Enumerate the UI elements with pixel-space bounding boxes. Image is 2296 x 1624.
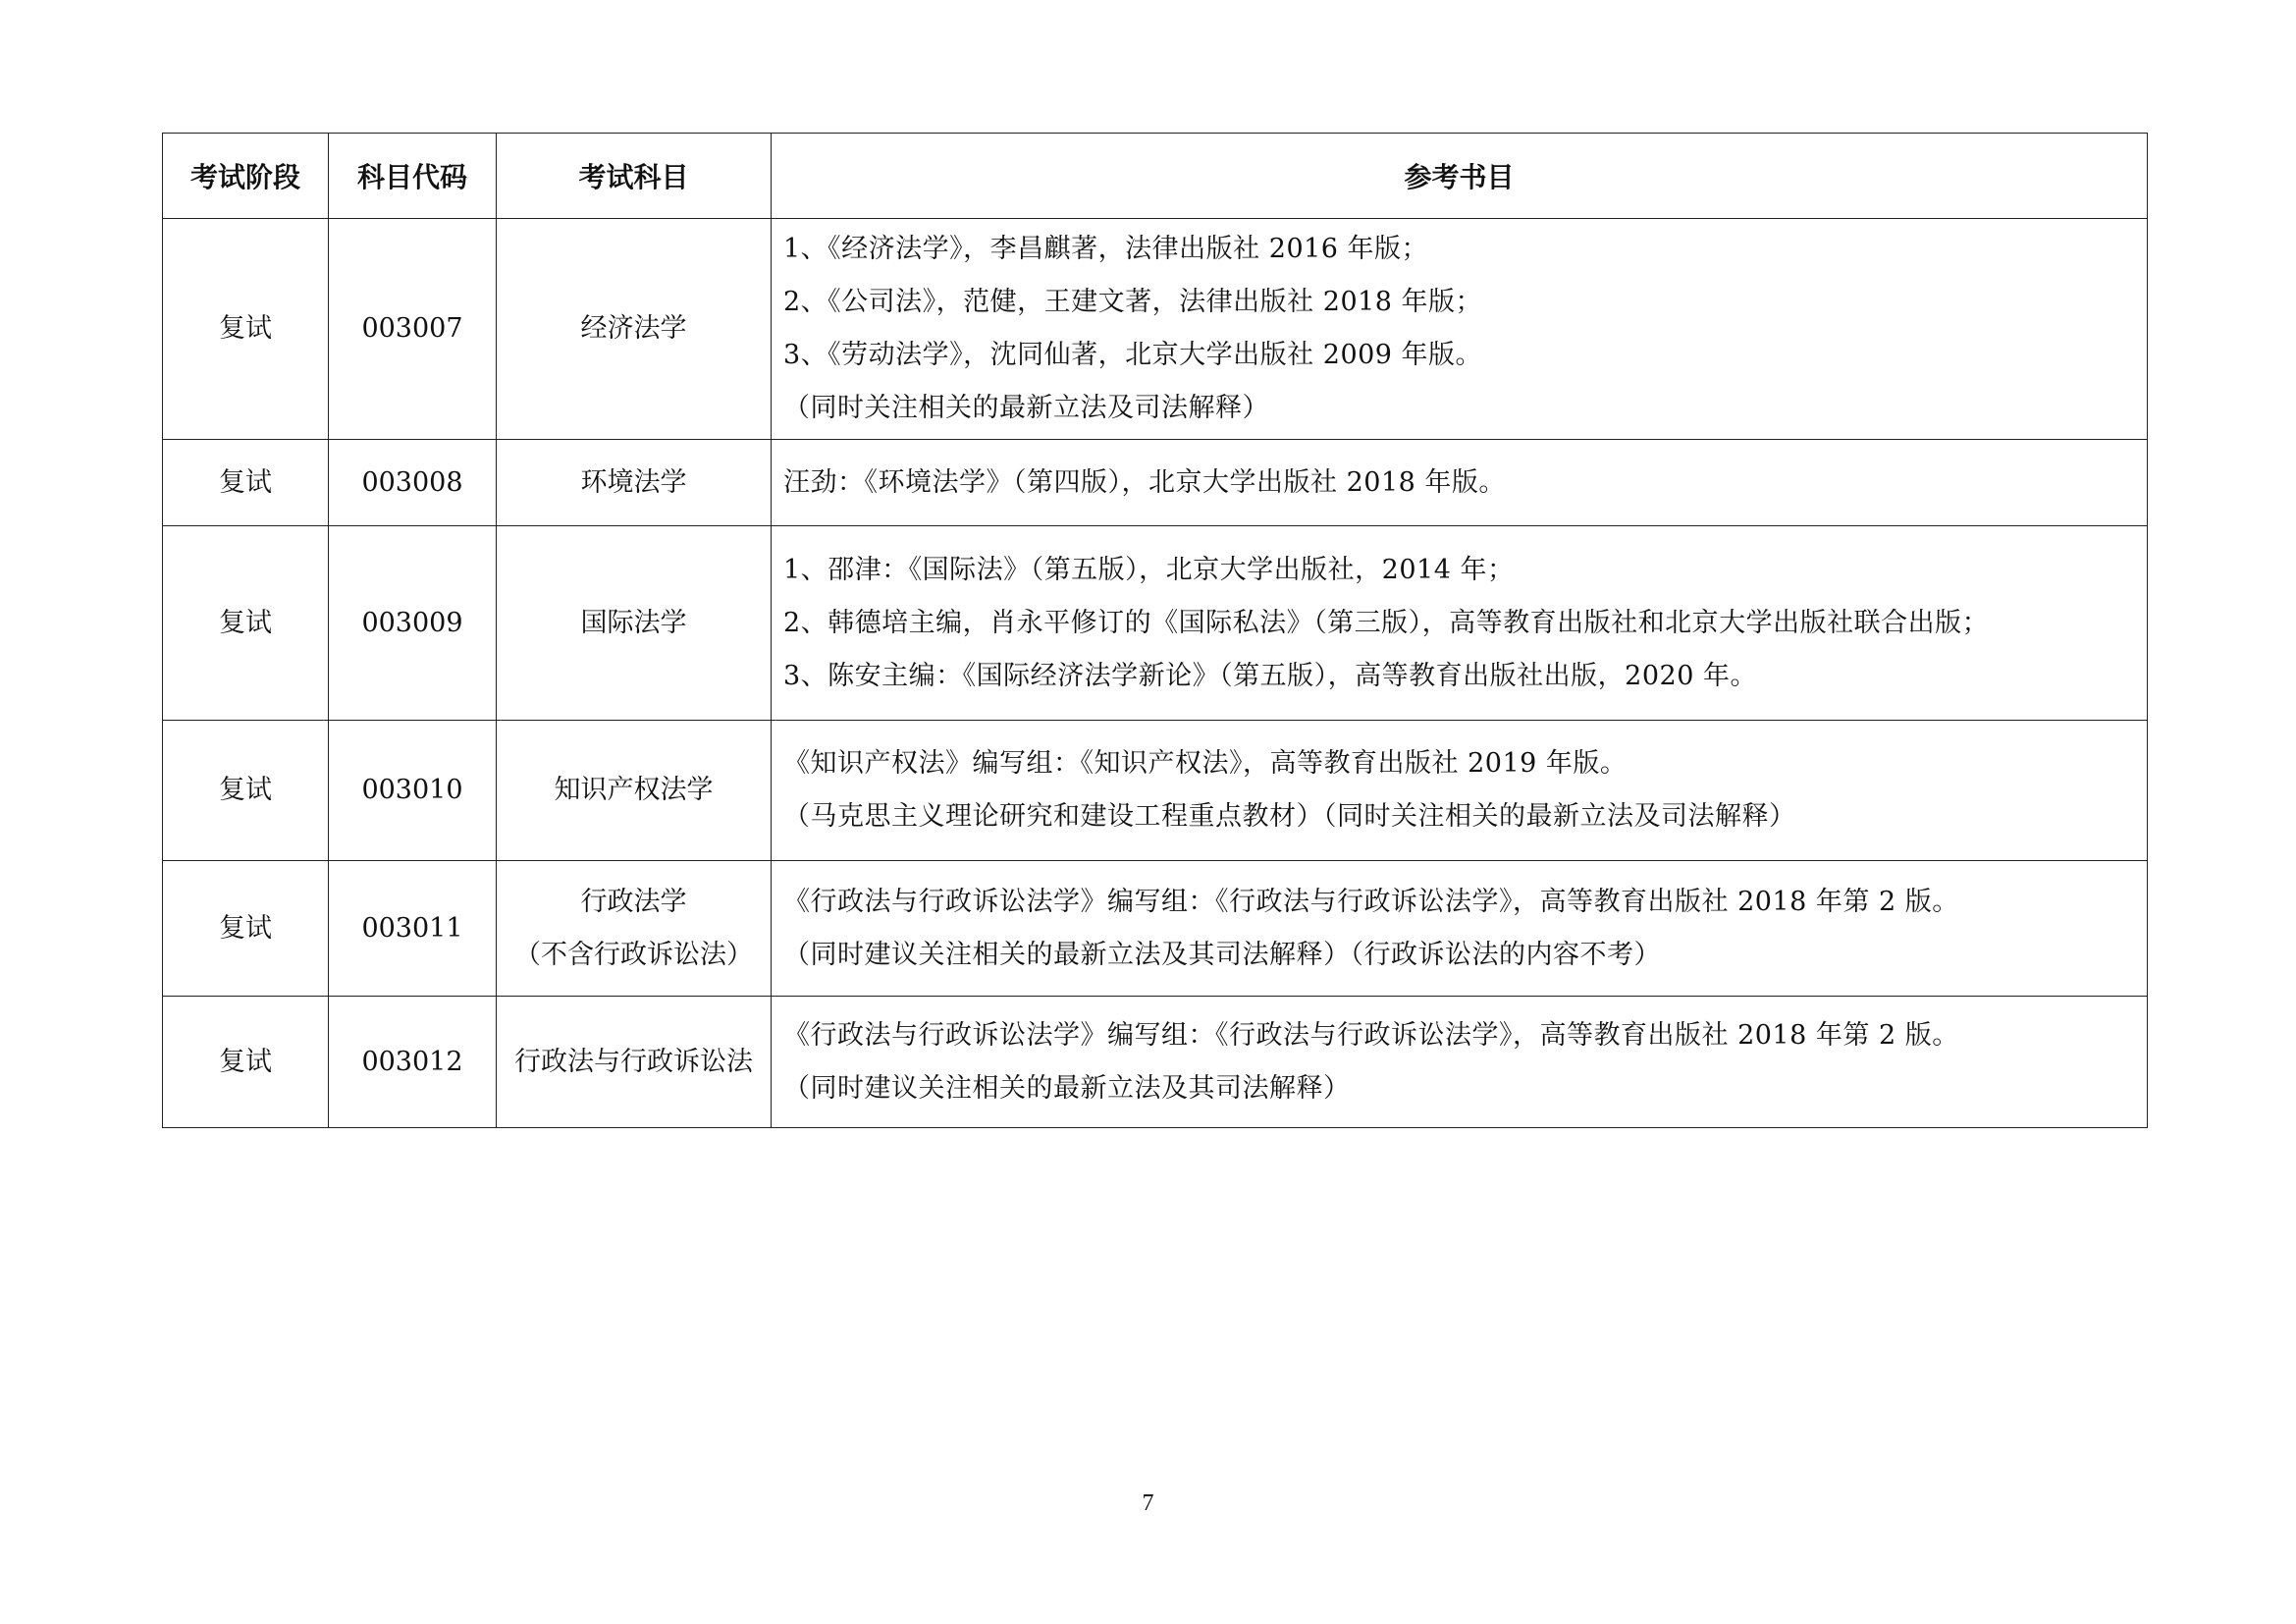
- header-code: 科目代码: [329, 134, 497, 219]
- subject-cell: [497, 721, 772, 861]
- subject-line: 行政法与行政诉讼法: [514, 1046, 753, 1077]
- subject-line: 国际法学: [580, 607, 687, 638]
- book-line: （同时建议关注相关的最新立法及其司法解释）（行政诉讼法的内容不考）: [783, 939, 1661, 970]
- header-stage: 考试阶段: [163, 134, 329, 219]
- reference-books-table: [162, 133, 2148, 1128]
- subject-cell: [497, 861, 772, 997]
- books-cell: [772, 440, 2148, 526]
- table-header-row: [163, 134, 2148, 219]
- book-line: （同时关注相关的最新立法及司法解释）: [783, 393, 1269, 423]
- book-line: 3、陈安主编：《国际经济法学新论》（第五版），高等教育出版社出版，2020 年。: [783, 660, 1757, 691]
- book-line: 《知识产权法》编写组：《知识产权法》，高等教育出版社 2019 年版。: [783, 748, 1628, 779]
- subject-cell: [497, 997, 772, 1128]
- table-row: [163, 997, 2148, 1128]
- header-books: 参考书目: [772, 134, 2148, 219]
- book-line: 1、《经济法学》，李昌麒著，法律出版社 2016 年版；: [783, 234, 1429, 264]
- code-cell: 003012: [329, 997, 497, 1128]
- table-row: [163, 526, 2148, 721]
- subject-cell: [497, 219, 772, 440]
- subject-line: （不含行政诉讼法）: [514, 939, 753, 970]
- book-line: 《行政法与行政诉讼法学》编写组：《行政法与行政诉讼法学》，高等教育出版社 2018 年第 2 版。: [783, 886, 1959, 917]
- book-line: （同时建议关注相关的最新立法及其司法解释）: [783, 1072, 1351, 1104]
- page-number: 7: [1142, 1490, 1154, 1516]
- stage-cell: 复试: [163, 219, 329, 440]
- header-subject: 考试科目: [497, 134, 772, 219]
- subject-line: 环境法学: [580, 466, 687, 498]
- book-line: 3、《劳动法学》，沈同仙著，北京大学出版社 2009 年版。: [783, 340, 1483, 370]
- books-cell: [772, 526, 2148, 721]
- subject-line: 行政法学: [580, 886, 687, 917]
- books-cell: [772, 721, 2148, 861]
- book-line: 汪劲：《环境法学》（第四版），北京大学出版社 2018 年版。: [783, 466, 1506, 498]
- books-cell: [772, 219, 2148, 440]
- stage-cell: 复试: [163, 526, 329, 721]
- code-cell: 003007: [329, 219, 497, 440]
- table-row: [163, 219, 2148, 440]
- book-line: 《行政法与行政诉讼法学》编写组：《行政法与行政诉讼法学》，高等教育出版社 2018 年第 2 版。: [783, 1019, 1959, 1051]
- subject-cell: [497, 526, 772, 721]
- code-cell: 003008: [329, 440, 497, 526]
- code-cell: 003010: [329, 721, 497, 861]
- book-line: 1、邵津：《国际法》（第五版），北京大学出版社，2014 年；: [783, 554, 1515, 585]
- code-cell: 003011: [329, 861, 497, 997]
- book-line: 2、《公司法》，范健，王建文著，法律出版社 2018 年版；: [783, 287, 1483, 317]
- subject-cell: [497, 440, 772, 526]
- books-cell: [772, 997, 2148, 1128]
- table-row: [163, 861, 2148, 997]
- stage-cell: 复试: [163, 997, 329, 1128]
- book-line: （马克思主义理论研究和建设工程重点教材）（同时关注相关的最新立法及司法解释）: [783, 801, 1796, 832]
- books-cell: [772, 861, 2148, 997]
- subject-line: 知识产权法学: [554, 775, 714, 805]
- table-row: [163, 721, 2148, 861]
- stage-cell: 复试: [163, 721, 329, 861]
- stage-cell: 复试: [163, 861, 329, 997]
- table-row: [163, 440, 2148, 526]
- book-line: 2、韩德培主编，肖永平修订的《国际私法》（第三版），高等教育出版社和北京大学出版社联合出版；: [783, 607, 1990, 638]
- subject-line: 经济法学: [580, 313, 687, 344]
- stage-cell: 复试: [163, 440, 329, 526]
- code-cell: 003009: [329, 526, 497, 721]
